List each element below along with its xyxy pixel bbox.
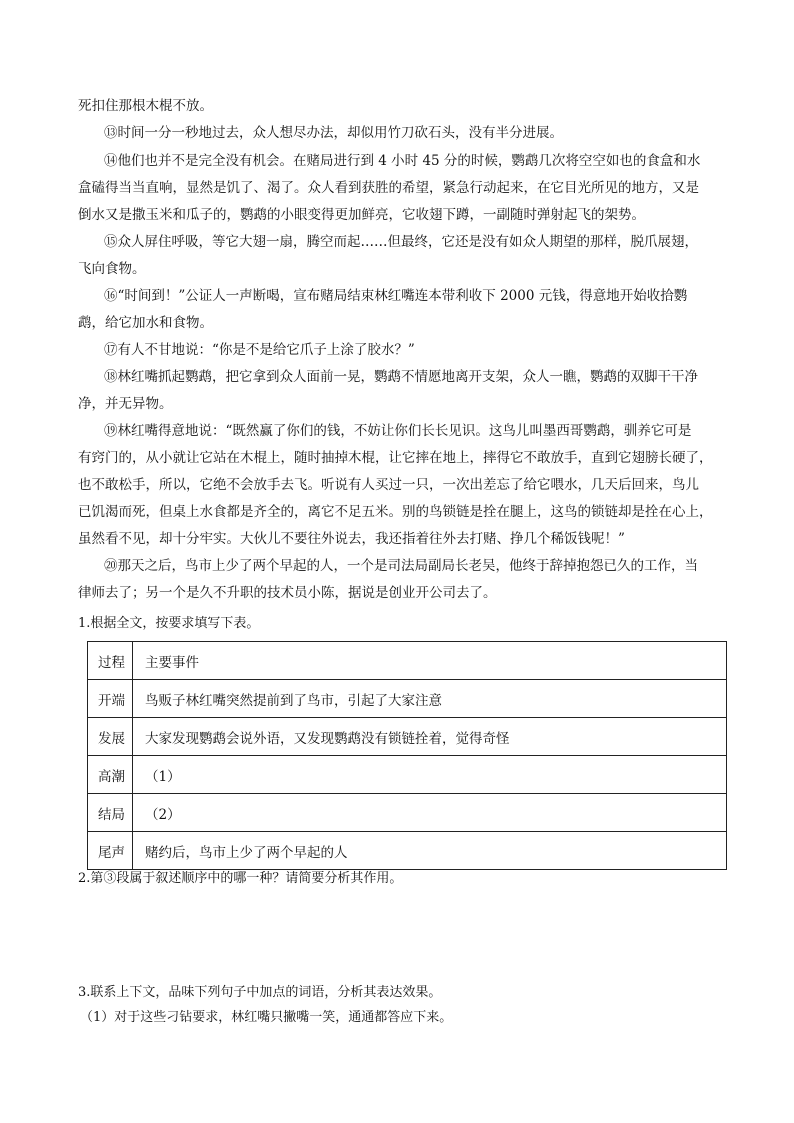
paragraph-13: ⑬时间一分一秒地过去，众人想尽办法，却似用竹刀砍石头，没有半分进展。 (104, 125, 563, 141)
paragraph-14-line-3: 倒水又是撒玉米和瓜子的，鹦鹉的小眼变得更加鲜亮，它收翅下蹲，一副随时弹射起飞的架势。 (78, 207, 645, 223)
paragraph-14-line-1: ⑭他们也并不是完全没有机会。在赌局进行到 4 小时 45 分的时候，鹦鹉几次将空空如也的食盒和水 (104, 153, 701, 169)
table-cell-content: （2） (133, 794, 727, 832)
table-cell-content: 赌约后，鸟市上少了两个早起的人 (133, 832, 727, 870)
table-row (88, 832, 727, 870)
table-cell-content: 鸟贩子林红嘴突然提前到了鸟市，引起了大家注意 (133, 680, 727, 718)
question-3: 3.联系上下文，品味下列句子中加点的词语，分析其表达效果。 (78, 985, 442, 1000)
paragraph-18-line-1: ⑱林红嘴抓起鹦鹉，把它拿到众人面前一晃，鹦鹉不情愿地离开支架，众人一瞧，鹦鹉的双脚干干净 (104, 369, 698, 385)
table-cell-content: （1） (133, 756, 727, 794)
table-cell-label: 过程 (88, 642, 133, 680)
paragraph-19-line-4: 已饥渴而死，但桌上水食都是齐全的，离它不足五米。别的鸟锁链是拴在腿上，这鸟的锁链却是拴在心上， (78, 504, 713, 520)
paragraph-15-line-1: ⑮众人屏住呼吸，等它大翅一扇，腾空而起……但最终，它还是没有如众人期望的那样，脱爪展翅， (104, 234, 698, 250)
table-cell-label: 高潮 (88, 756, 133, 794)
paragraph-line: 死扣住那根木棍不放。 (78, 98, 213, 114)
events-table (87, 641, 727, 870)
table-cell-content: 主要事件 (133, 642, 727, 680)
paragraph-19-line-2: 有窍门的，从小就让它站在木棍上，随时抽掉木棍，让它摔在地上，摔得它不敢放手，直到它翅膀长硬了， (78, 450, 713, 466)
table-row (88, 680, 727, 718)
table-row (88, 756, 727, 794)
paragraph-14-line-2: 盒磕得当当直响，显然是饥了、渴了。众人看到获胜的希望，紧急行动起来，在它目光所见的地方，又是 (78, 180, 699, 196)
paragraph-15-line-2: 飞向食物。 (78, 261, 146, 277)
table-cell-content: 大家发现鹦鹉会说外语，又发现鹦鹉没有锁链拴着，觉得奇怪 (133, 718, 727, 756)
table-cell-label: 结局 (88, 794, 133, 832)
table-row (88, 794, 727, 832)
table-cell-label: 尾声 (88, 832, 133, 870)
table-cell-label: 发展 (88, 718, 133, 756)
paragraph-17: ⑰有人不甘地说：“你是不是给它爪子上涂了胶水？” (104, 342, 415, 358)
paragraph-19-line-1: ⑲林红嘴得意地说：“既然赢了你们的钱，不妨让你们长长见识。这鸟儿叫墨西哥鹦鹉，驯养它可是 (104, 423, 692, 439)
question-3-item-1: （1）对于这些刁钻要求，林红嘴只撇嘴一笑，通通都答应下来。 (80, 1010, 453, 1025)
question-1: 1.根据全文，按要求填写下表。 (78, 616, 260, 631)
paragraph-20-line-1: ⑳那天之后，鸟市上少了两个早起的人，一个是司法局副局长老吴，他终于辞掉抱怨已久的工作，当 (104, 558, 698, 574)
table-row (88, 642, 727, 680)
table-row (88, 718, 727, 756)
question-2: 2.第③段属于叙述顺序中的哪一种？请简要分析其作用。 (78, 871, 403, 886)
paragraph-16-line-2: 鹉，给它加水和食物。 (78, 315, 213, 331)
paragraph-19-line-5: 虽然看不见，却十分牢实。大伙儿不要往外说去，我还指着往外去打赌、挣几个稀饭钱呢！” (78, 531, 625, 547)
paragraph-16-line-1: ⑯“时间到！”公证人一声断喝，宣布赌局结束林红嘴连本带利收下 2000 元钱，得意地开始收拾鹦 (104, 288, 688, 304)
paragraph-19-line-3: 也不敢松手，所以，它绝不会放手去飞。听说有人买过一只，一次出差忘了给它喂水，几天后回来，鸟儿 (78, 477, 699, 493)
paragraph-20-line-2: 律师去了；另一个是久不升职的技术员小陈，据说是创业开公司去了。 (78, 585, 497, 601)
paragraph-18-line-2: 净，并无异物。 (78, 396, 173, 412)
table-cell-label: 开端 (88, 680, 133, 718)
